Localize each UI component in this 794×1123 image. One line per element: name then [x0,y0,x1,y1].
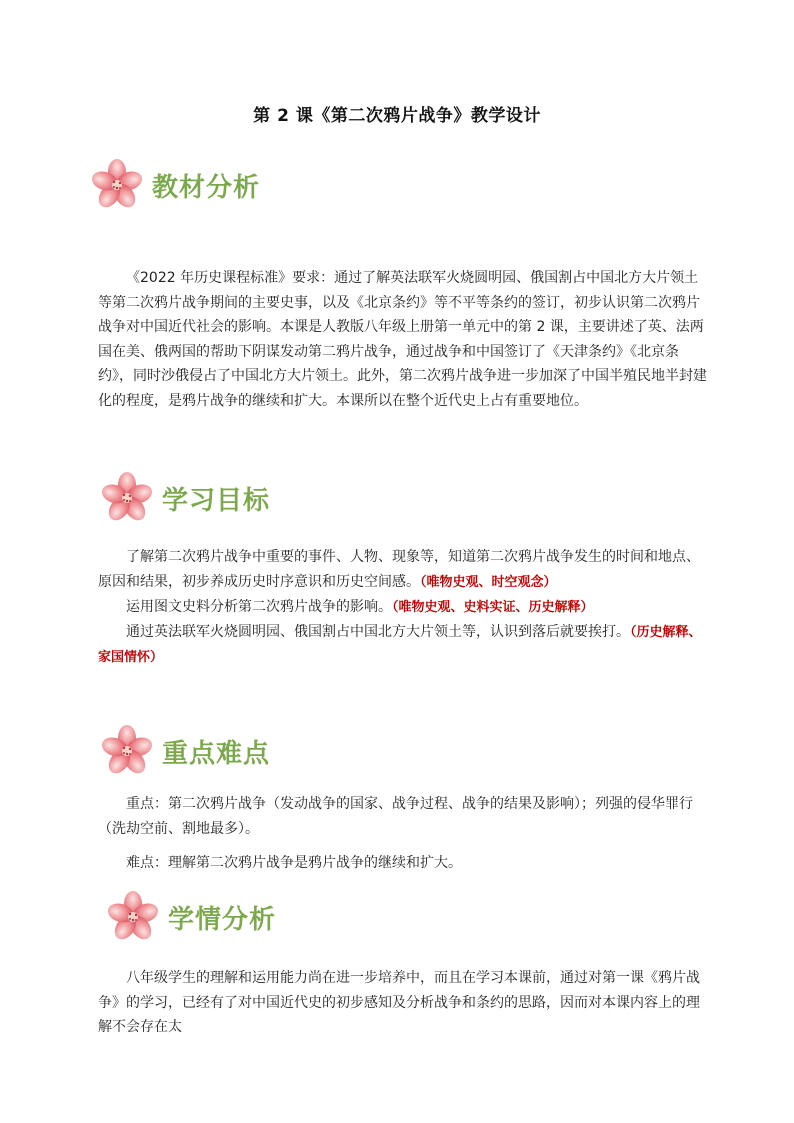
learners-paragraph: 八年级学生的理解和运用能力尚在进一步培养中，而且在学习本课前，通过对第一课《鸦片战争》的学习，已经有了对中国近代史的初步感知及分析战争和条约的思路，因而对本课内容上的理解不会存在太 [98,970,700,1035]
flower-icon [88,158,146,212]
document-title: 第 2 课《第二次鸦片战争》教学设计 [253,106,541,126]
section-heading-keypoints [98,724,270,778]
section-heading-text: 学习目标 [162,485,271,516]
keypoints-key: 重点：第二次鸦片战争（发动战争的国家、战争过程、战争的结果及影响）；列强的侵华罪行（洗劫空前、割地最多）。 [98,796,693,837]
section-heading-text: 教材分析 [152,172,261,203]
flower-icon [98,471,156,525]
objective-item: 运用图文史料分析第二次鸦片战争的影响。（唯物史观、史料实证、历史解释） [126,599,594,615]
flower-icon [104,890,162,944]
objectives-list [98,545,708,670]
analysis-paragraph: 《2022 年历史课程标准》要求：通过了解英法联军火烧圆明园、俄国割占中国北方大片领土等第二次鸦片战争期间的主要史事，以及《北京条约》等不平等条约的签订，初步认识第二次鸦片战争对中国近代社会的影响。本课是人教版八年级上册第一单元中的第 2 课，主要讲述了英、法两国在美、俄两国的帮助下阴谋发动第二鸦片战争，通过战争和中国签订了《天津条约》《北京条约》，同时沙俄侵占了中国北方大片领土。此外，第二次鸦片战争进一步加深了中国半殖民地半封建化的程度，是鸦片战争的继续和扩大。本课所以在整个近代史上占有重要地位。 [98,270,707,409]
section-heading-learners [104,890,276,944]
keypoints-difficult: 难点：理解第二次鸦片战争是鸦片战争的继续和扩大。 [126,855,462,871]
objective-item: 了解第二次鸦片战争中重要的事件、人物、现象等，知道第二次鸦片战争发生的时间和地点、原因和结果，初步养成历史时序意识和历史空间感。（唯物史观、时空观念） [98,549,700,590]
section-heading-analysis [88,158,260,212]
objective-item: 通过英法联军火烧圆明园、俄国割占中国北方大片领土等，认识到落后就要挨打。（历史解释、家国情怀） [98,624,702,665]
section-heading-text: 重点难点 [162,738,271,769]
flower-icon [98,724,156,778]
section-heading-text: 学情分析 [168,904,277,935]
section-heading-objectives [98,471,270,525]
